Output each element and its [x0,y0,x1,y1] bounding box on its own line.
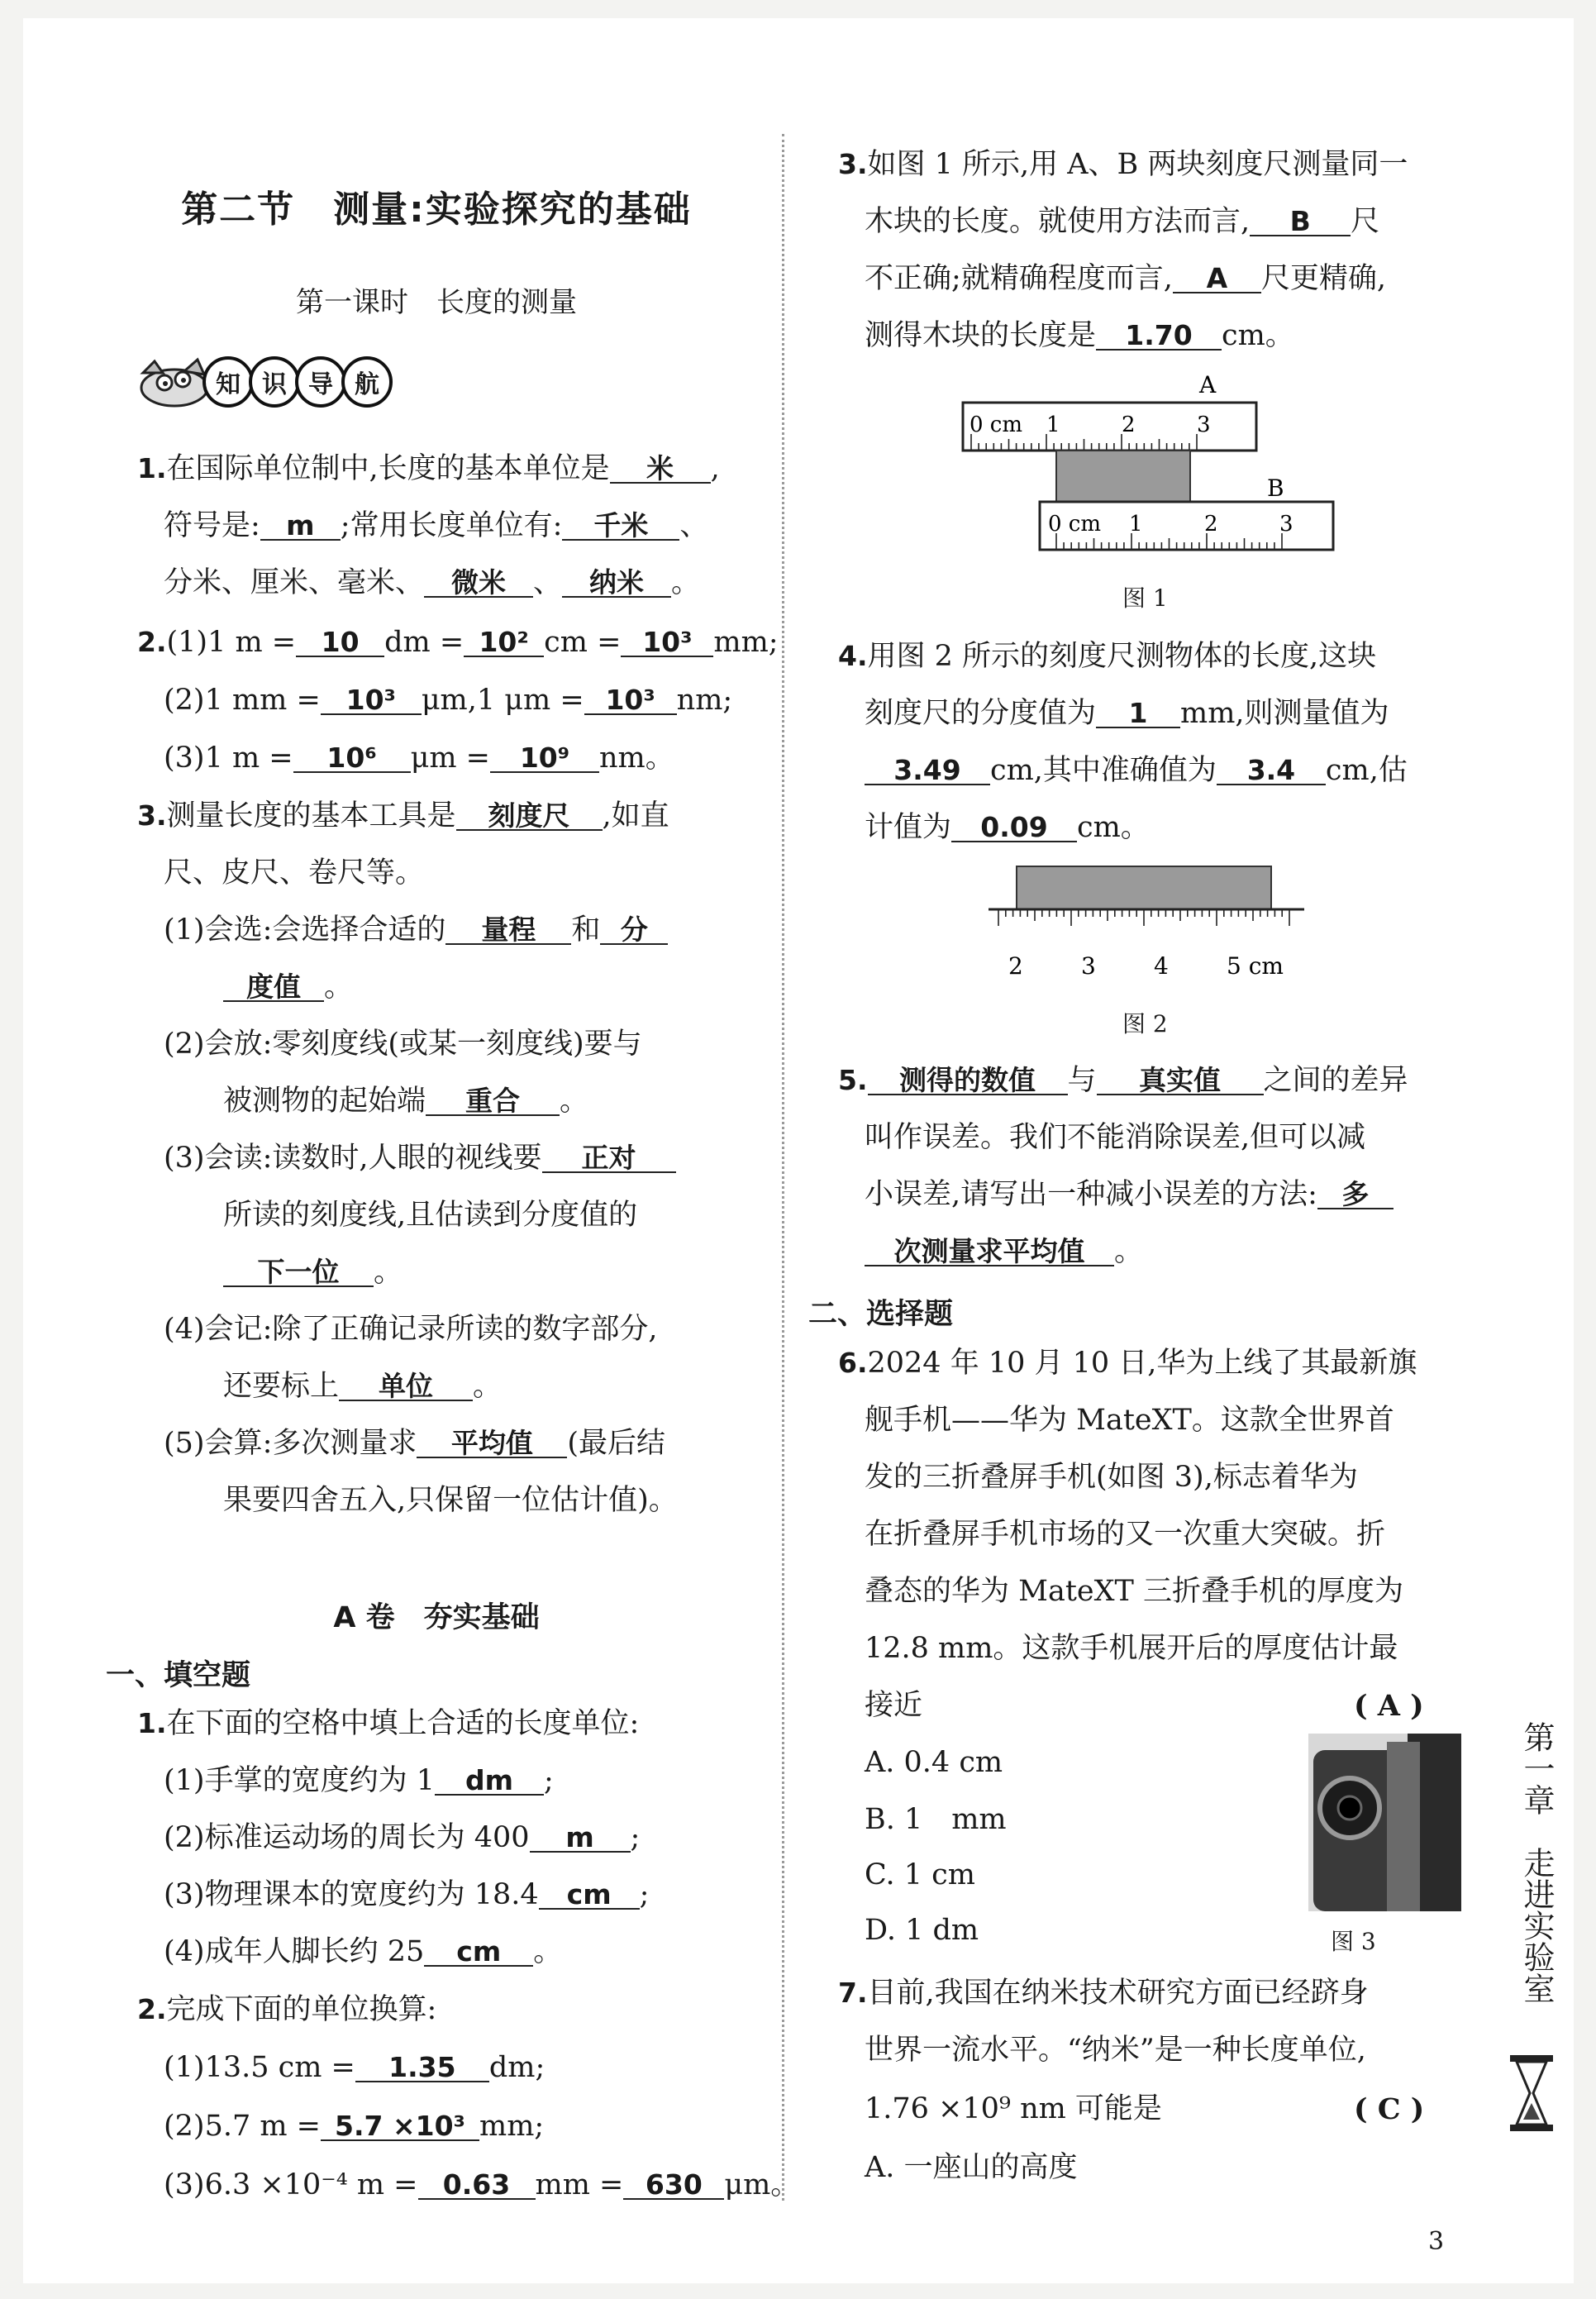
ruler-a-label: A [1199,371,1217,398]
answer-blank: 10² [464,628,544,657]
answer-blank: 次测量求平均值 [865,1238,1114,1266]
a-q1-stem: 1.在下面的空格中填上合适的长度单位: [137,1707,640,1740]
r-q7-l2: 世界一流水平。“纳米”是一种长度单位, [865,2034,1366,2067]
answer-blank: m [530,1824,631,1853]
ruler-tick-label: 3 [1081,952,1096,980]
ruler-a-tick-label: 0 cm [970,413,1023,437]
k-q2-row3: (3)1 m = 10⁶ μm = 10⁹ nm。 [164,742,674,775]
k-q3-s3: (3)会读:读数时,人眼的视线要 正对 [164,1144,676,1173]
knowledge-nav-badge [135,353,388,411]
ruler-b-label: B [1267,475,1284,502]
r-q6-l4: 在折叠屏手机市场的又一次重大突破。折 [865,1518,1386,1551]
figure-1-caption: 图 1 [1122,584,1168,612]
ruler-b-tick-label: 1 [1129,512,1143,537]
r-q4-l1: 4.用图 2 所示的刻度尺测物体的长度,这块 [838,640,1377,673]
k-q3-line2: 尺、皮尺、卷尺等。 [164,856,425,890]
answer-blank: 10 [296,628,384,657]
hourglass-icon [1507,2052,1556,2134]
answer-blank: 真实值 [1097,1066,1264,1095]
answer-blank: 10³ [621,628,713,657]
k-q3-line1: 3.测量长度的基本工具是 刻度尺 ,如直 [137,799,669,832]
k-q1-line3: 分米、厘米、毫米、 微米 、 纳米 。 [164,566,701,599]
k-q1-line2: 符号是: m ;常用长度单位有: 千米 、 [164,509,709,542]
answer-blank: 度值 [223,973,324,1002]
answer-blank: 1.70 [1096,322,1222,351]
r-q5-l4: 次测量求平均值 。 [865,1238,1143,1266]
r-q3-l2: 木块的长度。就使用方法而言, B 尺 [865,205,1380,238]
answer-blank: B [1250,207,1351,236]
answer-blank: 米 [610,455,711,484]
figure-2-caption: 图 2 [1122,1010,1168,1037]
ruler-tick-label: 4 [1154,952,1169,980]
ruler-b-tick-label: 3 [1279,512,1293,537]
r-q7-l3: 1.76 ×10⁹ nm 可能是 [865,2092,1162,2125]
answer-blank: 0.09 [951,813,1077,842]
answer-blank: 刻度尺 [456,802,603,831]
page-number: 3 [1428,2227,1445,2256]
q6-answer: ( A ) [1354,1689,1424,1723]
ruler-b-tick-label: 2 [1204,512,1218,537]
answer-blank: 多 [1317,1181,1394,1209]
q6-option-d: D. 1 dm [865,1914,979,1947]
r-q5-l3: 小误差,请写出一种减小误差的方法: 多 [865,1181,1394,1209]
figure-2-ruler [974,860,1321,992]
answer-blank: m [260,512,341,541]
answer-blank: 10⁶ [293,744,411,773]
k-q3-s3-cont2: 下一位 。 [223,1258,403,1287]
part-a-title: A 卷 夯实基础 [333,1601,540,1634]
a-q2-r2: (2)5.7 m = 5.7 ×10³ mm; [164,2110,545,2143]
k-q3-s4: (4)会记:除了正确记录所读的数字部分, [164,1313,658,1346]
k-q2-row2: (2)1 mm = 10³ μm,1 μm = 10³ nm; [164,684,733,717]
k-q2-row1: 2.(1)1 m = 10 dm = 10² cm = 10³ mm; [137,626,779,659]
r-q3-l1: 3.如图 1 所示,用 A、B 两块刻度尺测量同一 [838,148,1408,181]
answer-blank: 平均值 [417,1429,567,1458]
a-q1-r2: (2)标准运动场的周长为 400 m ; [164,1821,641,1854]
k-q3-s1-cont: 度值 。 [223,973,353,1002]
answer-blank: 3.4 [1217,756,1326,785]
choice-heading: 二、选择题 [808,1298,954,1331]
r-q4-l3: 3.49 cm,其中准确值为 3.4 cm,估 [865,756,1408,785]
r-q6-l7: 接近 [865,1689,923,1722]
answer-blank: 0.63 [418,2171,536,2200]
q6-option-b: B. 1 mm [865,1803,1007,1836]
r-q6-l1: 6.2024 年 10 月 10 日,华为上线了其最新旗 [838,1347,1417,1380]
ruler-a-tick-label: 1 [1046,413,1060,437]
k-q3-s4-cont: 还要标上 单位 。 [223,1370,503,1403]
k-q1-line1: 1.在国际单位制中,长度的基本单位是 米 , [137,452,720,485]
section-title: 第二节 测量:实验探究的基础 [181,188,692,231]
ruler-a-tick-label: 2 [1122,413,1136,437]
answer-blank: 1 [1096,699,1180,728]
answer-blank: 10³ [321,686,422,715]
a-q2-stem: 2.完成下面的单位换算: [137,1993,437,2026]
answer-blank: 测得的数值 [868,1066,1068,1095]
answer-blank: 5.7 ×10³ [321,2112,479,2141]
q6-option-a: A. 0.4 cm [865,1746,1003,1779]
answer-blank: 量程 [445,916,571,945]
answer-blank: 单位 [339,1372,473,1401]
wood-block [1056,451,1190,502]
ruler-tick-label: 5 cm [1227,952,1284,980]
answer-blank: 分 [600,916,668,945]
k-q3-s5-cont: 果要四舍五入,只保留一位估计值)。 [223,1484,678,1517]
answer-blank: 10⁹ [490,744,599,773]
badge-char: 知 [202,356,254,408]
measured-object [1017,866,1271,909]
r-q6-l6: 12.8 mm。这款手机展开后的厚度估计最 [865,1632,1398,1665]
q7-option-a: A. 一座山的高度 [865,2151,1078,2184]
answer-blank: 千米 [562,512,679,541]
answer-blank: 下一位 [223,1258,374,1287]
answer-blank: 微米 [424,569,533,598]
a-q1-r1: (1)手掌的宽度约为 1 dm ; [164,1764,554,1797]
answer-blank: cm [424,1938,533,1967]
column-divider [782,134,784,2201]
ruler-a-tick-label: 3 [1197,413,1211,437]
ruler-ticks [998,909,1289,926]
badge-chars [202,356,388,408]
fill-in-heading: 一、填空题 [106,1659,251,1692]
chapter-side-tab: 第一章 走进实验室 [1518,1721,1555,2004]
answer-blank: A [1173,265,1261,293]
r-q3-l3: 不正确;就精确程度而言, A 尺更精确, [865,262,1387,295]
figure-1-rulers [949,370,1362,564]
k-q3-s5: (5)会算:多次测量求 平均值 (最后结 [164,1427,666,1460]
r-q7-l1: 7.目前,我国在纳米技术研究方面已经跻身 [838,1977,1369,2010]
k-q3-s3-cont: 所读的刻度线,且估读到分度值的 [223,1199,638,1232]
answer-blank: dm [435,1767,544,1796]
q6-option-c: C. 1 cm [865,1858,975,1891]
r-q5-l2: 叫作误差。我们不能消除误差,但可以减 [865,1121,1366,1154]
r-q4-l4: 计值为 0.09 cm。 [865,811,1150,844]
lesson-title: 第一课时 长度的测量 [296,286,577,319]
ruler-b-tick-label: 0 cm [1048,512,1102,537]
answer-blank: cm [539,1881,640,1910]
k-q3-s2-cont: 被测物的起始端 重合 。 [223,1085,589,1118]
r-q6-l3: 发的三折叠屏手机(如图 3),标志着华为 [865,1461,1358,1494]
badge-char: 导 [295,356,346,408]
a-q1-r4: (4)成年人脚长约 25 cm 。 [164,1935,563,1968]
k-q3-s1: (1)会选:会选择合适的 量程 和 分 [164,916,668,945]
r-q3-l4: 测得木块的长度是 1.70 cm。 [865,319,1294,352]
answer-blank: 1.35 [355,2053,489,2082]
answer-blank: 10³ [584,686,677,715]
answer-blank: 3.49 [865,756,990,785]
k-q3-s2: (2)会放:零刻度线(或某一刻度线)要与 [164,1028,642,1061]
workbook-page [23,18,1574,2283]
answer-blank: 630 [623,2171,724,2200]
phone-photo [1308,1734,1461,1911]
r-q6-l2: 舰手机——华为 MateXT。这款全世界首 [865,1404,1394,1437]
ruler-tick-label: 2 [1008,952,1023,980]
figure-3-caption: 图 3 [1331,1928,1376,1955]
badge-char: 识 [249,356,300,408]
r-q6-l5: 叠态的华为 MateXT 三折叠手机的厚度为 [865,1575,1403,1608]
a-q1-r3: (3)物理课本的宽度约为 18.4 cm ; [164,1878,650,1911]
r-q4-l2: 刻度尺的分度值为 1 mm,则测量值为 [865,697,1389,730]
badge-char: 航 [341,356,393,408]
a-q2-r3: (3)6.3 ×10⁻⁴ m = 0.63 mm = 630 μm。 [164,2168,800,2201]
r-q5-l1: 5. 测得的数值 与 真实值 之间的差异 [838,1064,1408,1097]
answer-blank: 重合 [426,1087,560,1116]
q7-answer: ( C ) [1354,2092,1425,2126]
answer-blank: 纳米 [562,569,671,598]
answer-blank: 正对 [542,1144,676,1173]
a-q2-r1: (1)13.5 cm = 1.35 dm; [164,2051,545,2084]
